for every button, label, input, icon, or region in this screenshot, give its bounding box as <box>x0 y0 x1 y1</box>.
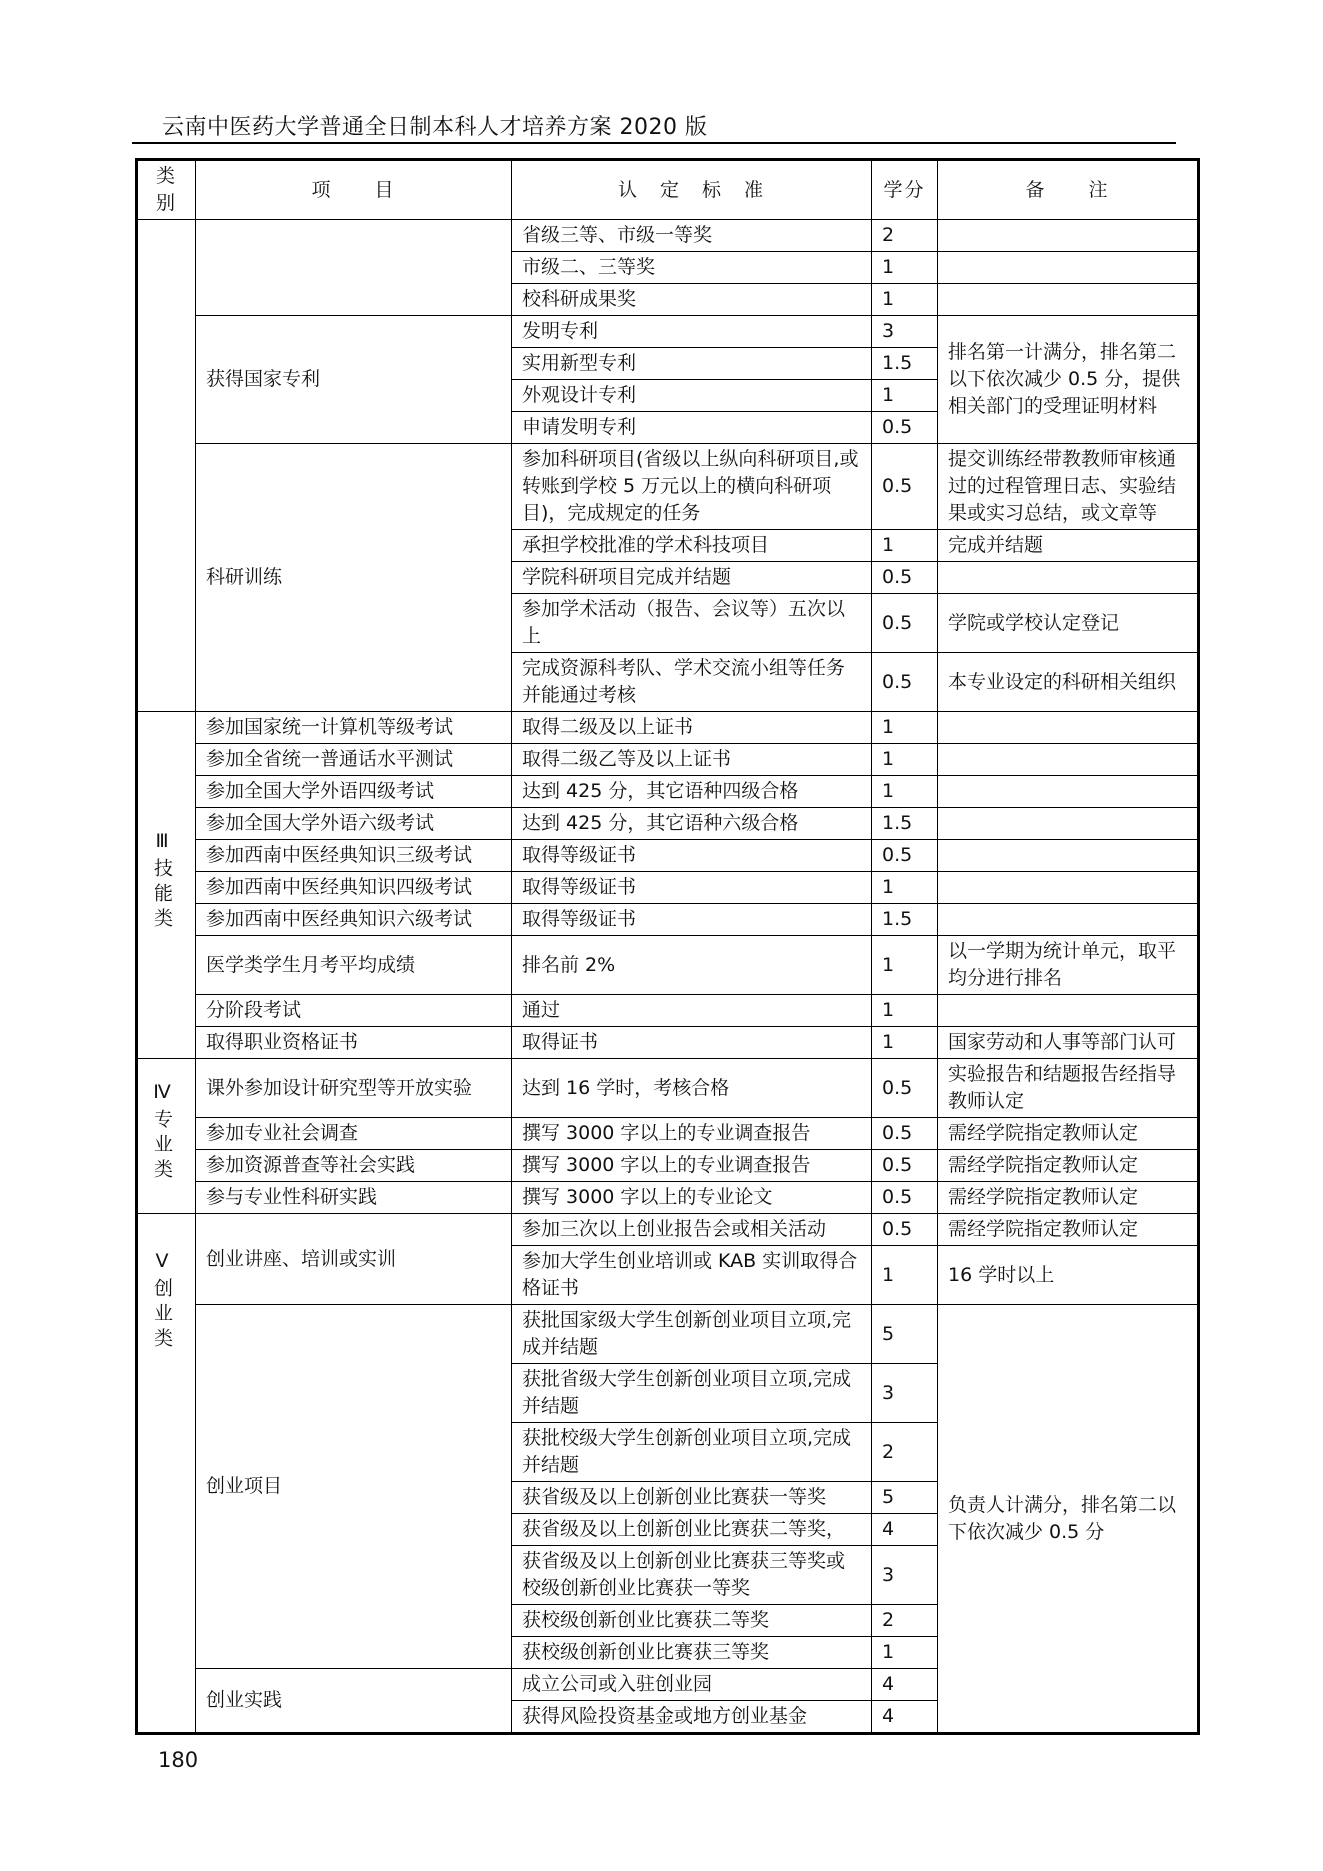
category-label-startup: Ⅴ创业类 <box>151 1250 173 1353</box>
standard-cell: 达到 425 分，其它语种六级合格 <box>512 808 872 840</box>
standard-cell: 取得二级乙等及以上证书 <box>512 744 872 776</box>
credit-cell: 0.5 <box>872 412 938 444</box>
standard-cell: 取得等级证书 <box>512 904 872 936</box>
standard-cell: 参加学术活动（报告、会议等）五次以上 <box>512 594 872 653</box>
item-cell: 医学类学生月考平均成绩 <box>196 936 512 995</box>
standard-cell: 达到 16 学时，考核合格 <box>512 1059 872 1118</box>
note-cell <box>938 252 1199 284</box>
credit-cell: 3 <box>872 1546 938 1605</box>
credit-cell: 1 <box>872 712 938 744</box>
item-cell: 参加全国大学外语四级考试 <box>196 776 512 808</box>
standard-cell: 撰写 3000 字以上的专业调查报告 <box>512 1150 872 1182</box>
note-cell-project: 负责人计满分，排名第二以下依次减少 0.5 分 <box>938 1305 1199 1734</box>
category-cell-skill <box>137 712 196 1059</box>
category-cell-major <box>137 1059 196 1214</box>
standard-cell: 实用新型专利 <box>512 348 872 380</box>
standard-cell: 参加三次以上创业报告会或相关活动 <box>512 1214 872 1246</box>
credit-cell: 0.5 <box>872 594 938 653</box>
credit-cell: 1 <box>872 380 938 412</box>
note-cell <box>938 840 1199 872</box>
item-cell: 取得职业资格证书 <box>196 1027 512 1059</box>
category-label-major: Ⅳ专业类 <box>151 1080 173 1184</box>
credit-cell: 1 <box>872 995 938 1027</box>
table-row <box>137 1182 1199 1214</box>
item-cell: 参加专业社会调查 <box>196 1118 512 1150</box>
credit-cell: 3 <box>872 316 938 348</box>
table-row <box>137 744 1199 776</box>
standard-cell: 获批国家级大学生创新创业项目立项,完成并结题 <box>512 1305 872 1364</box>
standard-cell: 申请发明专利 <box>512 412 872 444</box>
page-number: 180 <box>158 1748 199 1772</box>
standard-cell: 市级二、三等奖 <box>512 252 872 284</box>
note-cell: 需经学院指定教师认定 <box>938 1214 1199 1246</box>
note-cell <box>938 872 1199 904</box>
table-row <box>137 995 1199 1027</box>
item-cell: 参加西南中医经典知识四级考试 <box>196 872 512 904</box>
note-cell <box>938 995 1199 1027</box>
table-row <box>137 872 1199 904</box>
standard-cell: 取得等级证书 <box>512 840 872 872</box>
credit-cell: 2 <box>872 1423 938 1482</box>
item-cell-lecture: 创业讲座、培训或实训 <box>196 1214 512 1305</box>
category-cell-continued <box>137 220 196 712</box>
note-cell: 实验报告和结题报告经指导教师认定 <box>938 1059 1199 1118</box>
note-cell: 需经学院指定教师认定 <box>938 1150 1199 1182</box>
table-row <box>137 1214 1199 1246</box>
credit-cell: 1 <box>872 1246 938 1305</box>
item-cell: 课外参加设计研究型等开放实验 <box>196 1059 512 1118</box>
table-row <box>137 1118 1199 1150</box>
credit-cell: 0.5 <box>872 1150 938 1182</box>
standard-cell: 获省级及以上创新创业比赛获二等奖， <box>512 1514 872 1546</box>
credit-cell: 1.5 <box>872 348 938 380</box>
standard-cell: 校科研成果奖 <box>512 284 872 316</box>
standard-cell: 承担学校批准的学术科技项目 <box>512 530 872 562</box>
standard-cell: 取得二级及以上证书 <box>512 712 872 744</box>
note-cell: 完成并结题 <box>938 530 1199 562</box>
credit-cell: 0.5 <box>872 1118 938 1150</box>
note-cell: 需经学院指定教师认定 <box>938 1182 1199 1214</box>
credit-cell: 1 <box>872 530 938 562</box>
credit-cell: 1 <box>872 744 938 776</box>
standard-cell: 获批校级大学生创新创业项目立项,完成并结题 <box>512 1423 872 1482</box>
credit-cell: 5 <box>872 1482 938 1514</box>
standard-cell: 撰写 3000 字以上的专业论文 <box>512 1182 872 1214</box>
note-cell: 提交训练经带教教师审核通过的过程管理日志、实验结果或实习总结，或文章等 <box>938 444 1199 530</box>
credit-cell: 0.5 <box>872 562 938 594</box>
standard-cell: 取得证书 <box>512 1027 872 1059</box>
standard-cell: 获批省级大学生创新创业项目立项,完成并结题 <box>512 1364 872 1423</box>
column-header-category: 类别 <box>137 160 196 220</box>
credit-table <box>135 158 1200 1735</box>
note-cell: 16 学时以上 <box>938 1246 1199 1305</box>
column-header-item: 项 目 <box>196 160 512 220</box>
table-row <box>137 904 1199 936</box>
credit-cell: 1 <box>872 1637 938 1669</box>
standard-cell: 排名前 2% <box>512 936 872 995</box>
standard-cell: 达到 425 分，其它语种四级合格 <box>512 776 872 808</box>
credit-cell: 1.5 <box>872 904 938 936</box>
note-cell-patent: 排名第一计满分，排名第二以下依次减少 0.5 分，提供相关部门的受理证明材料 <box>938 316 1199 444</box>
standard-cell: 获省级及以上创新创业比赛获三等奖或校级创新创业比赛获一等奖 <box>512 1546 872 1605</box>
note-cell: 国家劳动和人事等部门认可 <box>938 1027 1199 1059</box>
standard-cell: 获省级及以上创新创业比赛获一等奖 <box>512 1482 872 1514</box>
item-cell: 分阶段考试 <box>196 995 512 1027</box>
header-divider <box>132 142 1176 144</box>
table-row <box>137 220 1199 252</box>
note-cell: 以一学期为统计单元，取平均分进行排名 <box>938 936 1199 995</box>
credit-cell: 2 <box>872 220 938 252</box>
category-label-skill: Ⅲ技能类 <box>151 829 173 933</box>
note-cell <box>938 808 1199 840</box>
credit-cell: 1 <box>872 1027 938 1059</box>
credit-cell: 4 <box>872 1669 938 1701</box>
note-cell <box>938 904 1199 936</box>
item-cell-practice: 创业实践 <box>196 1669 512 1734</box>
credit-cell: 2 <box>872 1605 938 1637</box>
credit-cell: 0.5 <box>872 653 938 712</box>
category-cell-startup <box>137 1214 196 1734</box>
table-row <box>137 1059 1199 1118</box>
item-cell: 参加西南中医经典知识六级考试 <box>196 904 512 936</box>
item-cell: 参与专业性科研实践 <box>196 1182 512 1214</box>
note-cell: 需经学院指定教师认定 <box>938 1118 1199 1150</box>
credit-cell: 3 <box>872 1364 938 1423</box>
item-cell: 参加全国大学外语六级考试 <box>196 808 512 840</box>
standard-cell: 获得风险投资基金或地方创业基金 <box>512 1701 872 1734</box>
item-cell-research: 科研训练 <box>196 444 512 712</box>
note-cell <box>938 220 1199 252</box>
standard-cell: 获校级创新创业比赛获二等奖 <box>512 1605 872 1637</box>
note-cell: 学院或学校认定登记 <box>938 594 1199 653</box>
table-row <box>137 776 1199 808</box>
item-cell: 参加西南中医经典知识三级考试 <box>196 840 512 872</box>
standard-cell: 完成资源科考队、学术交流小组等任务并能通过考核 <box>512 653 872 712</box>
note-cell <box>938 562 1199 594</box>
note-cell <box>938 284 1199 316</box>
item-cell-project: 创业项目 <box>196 1305 512 1669</box>
column-header-standard: 认 定 标 准 <box>512 160 872 220</box>
table-row <box>137 316 1199 348</box>
standard-cell: 学院科研项目完成并结题 <box>512 562 872 594</box>
column-header-credit: 学分 <box>872 160 938 220</box>
standard-cell: 发明专利 <box>512 316 872 348</box>
standard-cell: 获校级创新创业比赛获三等奖 <box>512 1637 872 1669</box>
standard-cell: 省级三等、市级一等奖 <box>512 220 872 252</box>
document-header-title: 云南中医药大学普通全日制本科人才培养方案 2020 版 <box>162 115 708 140</box>
standard-cell: 取得等级证书 <box>512 872 872 904</box>
standard-cell: 通过 <box>512 995 872 1027</box>
table-header-row <box>137 160 1199 220</box>
credit-cell: 1 <box>872 872 938 904</box>
table-row <box>137 712 1199 744</box>
column-header-note: 备 注 <box>938 160 1199 220</box>
standard-cell: 参加大学生创业培训或 KAB 实训取得合格证书 <box>512 1246 872 1305</box>
credit-cell: 0.5 <box>872 840 938 872</box>
table-row <box>137 840 1199 872</box>
table-row <box>137 808 1199 840</box>
table-row <box>137 1027 1199 1059</box>
table-row <box>137 1305 1199 1364</box>
credit-cell: 1 <box>872 284 938 316</box>
credit-cell: 1 <box>872 252 938 284</box>
credit-cell: 0.5 <box>872 444 938 530</box>
standard-cell: 撰写 3000 字以上的专业调查报告 <box>512 1118 872 1150</box>
standard-cell: 外观设计专利 <box>512 380 872 412</box>
note-cell: 本专业设定的科研相关组织 <box>938 653 1199 712</box>
credit-cell: 1 <box>872 776 938 808</box>
credit-cell: 5 <box>872 1305 938 1364</box>
table-row <box>137 1150 1199 1182</box>
note-cell <box>938 744 1199 776</box>
item-cell-patent: 获得国家专利 <box>196 316 512 444</box>
credit-cell: 0.5 <box>872 1059 938 1118</box>
table-row <box>137 936 1199 995</box>
credit-cell: 1.5 <box>872 808 938 840</box>
standard-cell: 参加科研项目(省级以上纵向科研项目,或转账到学校 5 万元以上的横向科研项目)，完成规定的任务 <box>512 444 872 530</box>
credit-cell: 4 <box>872 1701 938 1734</box>
table-row <box>137 444 1199 530</box>
item-cell-empty <box>196 220 512 316</box>
note-cell <box>938 712 1199 744</box>
item-cell: 参加全省统一普通话水平测试 <box>196 744 512 776</box>
credit-cell: 1 <box>872 936 938 995</box>
note-cell <box>938 776 1199 808</box>
credit-cell: 4 <box>872 1514 938 1546</box>
credit-cell: 0.5 <box>872 1182 938 1214</box>
standard-cell: 成立公司或入驻创业园 <box>512 1669 872 1701</box>
item-cell: 参加资源普查等社会实践 <box>196 1150 512 1182</box>
credit-cell: 0.5 <box>872 1214 938 1246</box>
item-cell: 参加国家统一计算机等级考试 <box>196 712 512 744</box>
